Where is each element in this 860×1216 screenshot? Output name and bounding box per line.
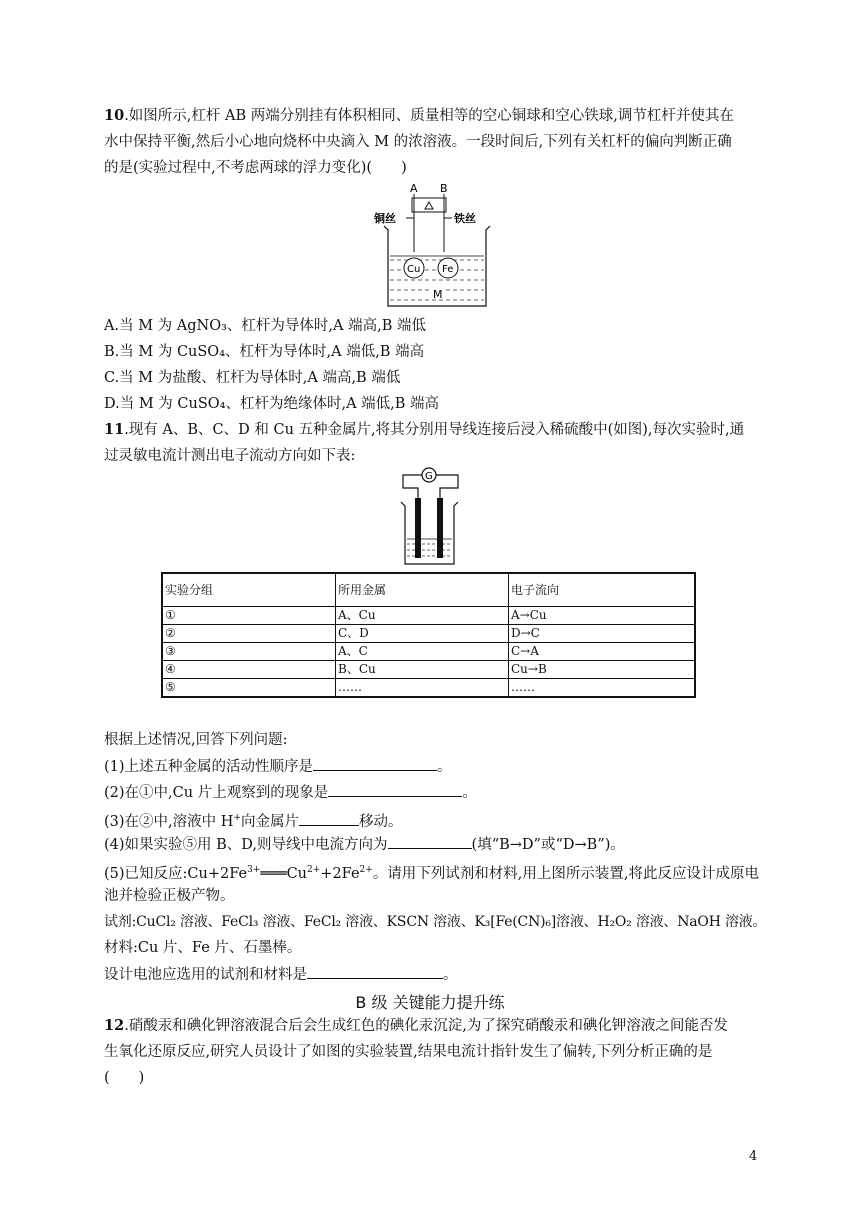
answer-blank-3[interactable] — [299, 811, 359, 826]
fig-solution-m: M — [433, 288, 443, 301]
fig-ball-cu: Cu — [407, 264, 421, 275]
electrode-left — [415, 498, 421, 558]
q11-experiment-table — [161, 572, 696, 698]
cell-metals: …… — [336, 679, 509, 698]
cell-group: ③ — [162, 643, 336, 661]
table-row — [162, 643, 695, 661]
q11-p5-text-d: 。请用下列试剂和材料,用上图所示装置,将此反应设计成原电 — [372, 865, 760, 882]
cell-flow: Cu→B — [509, 661, 696, 679]
q11-p5-sup1: 3+ — [247, 865, 261, 875]
cell-flow: A→Cu — [509, 607, 696, 625]
cell-flow: D→C — [509, 625, 696, 643]
answer-blank-1[interactable] — [313, 756, 437, 771]
fig-label-b: B — [440, 182, 448, 195]
q10-option-d: D.当 M 为 CuSO₄、杠杆为绝缘体时,A 端低,B 端高 — [104, 396, 440, 412]
fig-ball-fe: Fe — [442, 264, 454, 275]
table-row — [162, 607, 695, 625]
q11-part-3 — [104, 808, 402, 832]
electrode-right — [437, 498, 443, 558]
q10-number: 10 — [104, 107, 125, 124]
fig-label-a: A — [410, 182, 418, 195]
q11-p1-end: 。 — [437, 759, 452, 775]
q10-line-3: 的是(实验过程中,不考虑两球的浮力变化)( ) — [104, 160, 407, 176]
cell-group: ① — [162, 607, 336, 625]
q12-line-1 — [104, 1016, 728, 1036]
q10-figure-lever-beaker — [372, 180, 502, 312]
q11-number: 11 — [104, 421, 125, 438]
q11-p5-sup2: 2+ — [307, 865, 321, 875]
col-header-group: 实验分组 — [162, 573, 336, 607]
q11-design-text: 设计电池应选用的试剂和材料是 — [104, 967, 307, 983]
cell-metals: A、C — [336, 643, 509, 661]
q10-option-c: C.当 M 为盐酸、杠杆为导体时,A 端高,B 端低 — [104, 370, 401, 386]
q11-design — [104, 964, 458, 985]
q11-reagents: 试剂:CuCl₂ 溶液、FeCl₃ 溶液、FeCl₂ 溶液、KSCN 溶液、K₃[Fe(CN)₆]溶液、H₂O₂ 溶液、NaOH 溶液。 — [104, 914, 767, 930]
cell-metals: C、D — [336, 625, 509, 643]
cell-group: ⑤ — [162, 679, 336, 698]
q11-p2-text: (2)在①中,Cu 片上观察到的现象是 — [104, 785, 329, 801]
cell-flow: C→A — [509, 643, 696, 661]
answer-blank-5[interactable] — [307, 964, 443, 979]
q11-p5-text-a: (5)已知反应:Cu+2Fe — [104, 865, 248, 882]
q11-part-1 — [104, 756, 452, 777]
fulcrum-icon — [425, 202, 433, 209]
q10-option-b: B.当 M 为 CuSO₄、杠杆为导体时,A 端低,B 端高 — [104, 344, 425, 360]
fig-label-copper-wire: 铜丝 — [374, 212, 396, 225]
q11-materials: 材料:Cu 片、Fe 片、石墨棒。 — [104, 940, 302, 956]
answer-blank-4[interactable] — [388, 834, 472, 849]
q11-design-end: 。 — [443, 967, 458, 983]
section-heading-b: B 级 关键能力提升练 — [355, 993, 505, 1012]
lever-bar — [412, 198, 446, 212]
answer-blank-2[interactable] — [328, 782, 462, 797]
table-header-row — [162, 573, 695, 607]
q11-p3-end: 移动。 — [358, 813, 403, 830]
cell-flow: …… — [509, 679, 696, 698]
q11-text-1: .现有 A、B、C、D 和 Cu 五种金属片,将其分别用导线连接后浸入稀硫酸中(如图),每次实验时,通 — [124, 422, 745, 438]
q11-part-5-line-2: 池并检验正极产物。 — [104, 888, 235, 904]
cell-metals: B、Cu — [336, 661, 509, 679]
q12-number: 12 — [104, 1017, 125, 1034]
q12-line-2: 生氧化还原反应,研究人员设计了如图的实验装置,结果电流计指针发生了偏转,下列分析正确的是 — [104, 1044, 713, 1060]
q11-p4-text: (4)如果实验⑤用 B、D,则导线中电流方向为 — [104, 837, 388, 853]
q11-p5-text-b: Cu — [286, 865, 308, 882]
page-number: 4 — [749, 1149, 758, 1164]
q10-line-2: 水中保持平衡,然后小心地向烧杯中央滴入 M 的浓溶液。一段时间后,下列有关杠杆的偏向判断正确 — [104, 134, 732, 150]
cell-group: ② — [162, 625, 336, 643]
q10-option-a: A.当 M 为 AgNO₃、杠杆为导体时,A 端高,B 端低 — [104, 318, 426, 334]
beaker — [401, 502, 458, 564]
q11-line-1 — [104, 420, 744, 440]
q11-part-2 — [104, 782, 477, 803]
q11-p5-equals: ═══ — [260, 865, 287, 882]
q11-p3-text-a: (3)在②中,溶液中 H — [104, 813, 234, 830]
q10-text-1: .如图所示,杠杆 AB 两端分别挂有体积相同、质量相等的空心铜球和空心铁球,调节杠杆并使其在 — [124, 108, 734, 124]
q11-figure-galvanic-cell — [398, 464, 464, 570]
table-row — [162, 679, 695, 698]
q11-p3-text-b: 向金属片 — [240, 813, 299, 830]
q11-p3-sup: + — [233, 813, 241, 823]
q11-intro: 根据上述情况,回答下列问题: — [104, 732, 288, 748]
q11-part-5 — [104, 860, 759, 884]
table-row — [162, 625, 695, 643]
q10-line-1 — [104, 106, 734, 126]
table-row — [162, 661, 695, 679]
q11-p5-sup3: 2+ — [359, 865, 373, 875]
q11-line-2: 过灵敏电流计测出电子流动方向如下表: — [104, 448, 356, 464]
q12-text-1: .硝酸汞和碘化钾溶液混合后会生成红色的碘化汞沉淀,为了探究硝酸汞和碘化钾溶液之间能否发 — [124, 1018, 728, 1034]
cell-group: ④ — [162, 661, 336, 679]
q11-p1-text: (1)上述五种金属的活动性顺序是 — [104, 759, 314, 775]
fig-label-iron-wire: 铁丝 — [454, 212, 476, 225]
q11-part-4 — [104, 834, 625, 855]
q11-p2-end: 。 — [462, 785, 477, 801]
q11-p5-text-c: +2Fe — [320, 865, 360, 882]
fig-meter-g: G — [425, 471, 433, 482]
q11-p4-end: (填“B→D”或“D→B”)。 — [471, 837, 625, 853]
cell-metals: A、Cu — [336, 607, 509, 625]
col-header-metals: 所用金属 — [336, 573, 509, 607]
q12-line-3: ( ) — [104, 1070, 145, 1086]
col-header-electron-flow: 电子流向 — [509, 573, 696, 607]
